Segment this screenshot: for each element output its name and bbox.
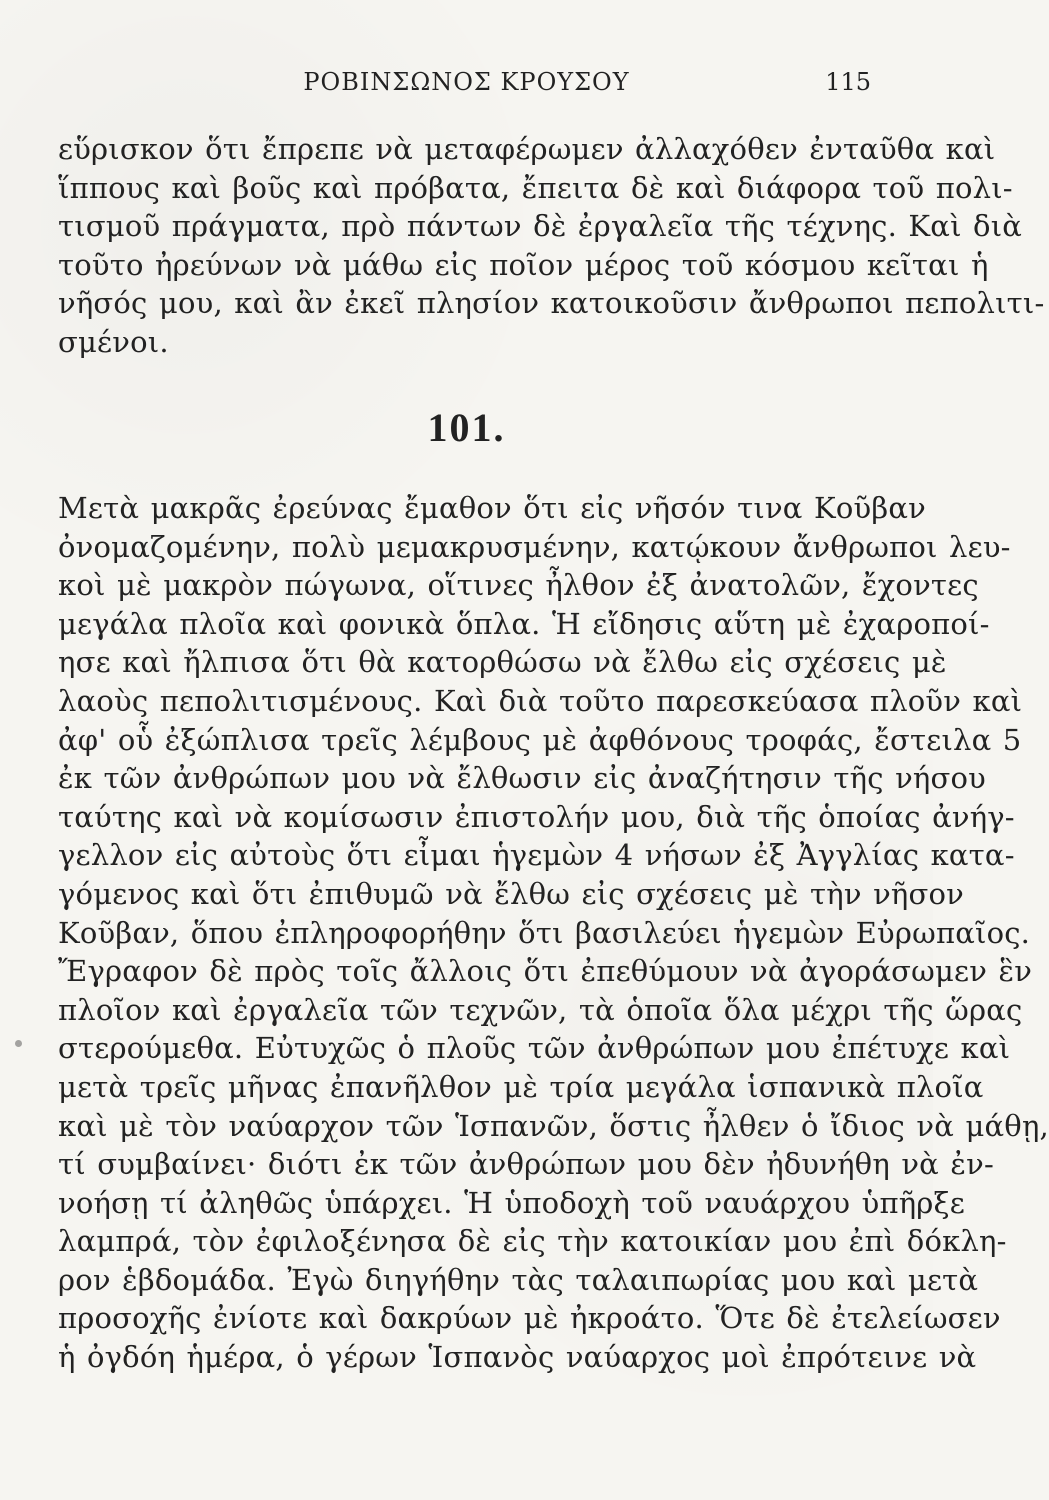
text-line: γελλον εἰς αὐτοὺς ὅτι εἶμαι ἡγεμὼν 4 νήσων ἐξ Ἀγγλίας κατα- xyxy=(58,838,1015,873)
running-title: ΡΟΒΙΝΣΩΝΟΣ ΚΡΟΥΣΟΥ xyxy=(303,68,630,96)
text-line: μετὰ τρεῖς μῆνας ἐπανῆλθον μὲ τρία μεγάλα ἱσπανικὰ πλοῖα xyxy=(58,1069,984,1104)
paragraph-2 xyxy=(58,489,1049,1377)
text-line: μεγάλα πλοῖα καὶ φονικὰ ὅπλα. Ἡ εἴδησις αὕτη μὲ ἐχαροποί- xyxy=(58,606,990,641)
text-line: νοήσῃ τί ἀληθῶς ὑπάρχει. Ἡ ὑποδοχὴ τοῦ ναυάρχου ὑπῆρξε xyxy=(58,1185,965,1220)
text-line: προσοχῆς ἐνίοτε καὶ δακρύων μὲ ἠκροάτο. Ὅτε δὲ ἐτελείωσεν xyxy=(58,1301,1001,1336)
text-line: τοῦτο ἠρεύνων νὰ μάθω εἰς ποῖον μέρος τοῦ κόσμου κεῖται ἡ xyxy=(58,247,989,282)
text-line: γόμενος καὶ ὅτι ἐπιθυμῶ νὰ ἔλθω εἰς σχέσεις μὲ τὴν νῆσον xyxy=(58,876,964,911)
text-line: ἀφ' οὗ ἐξώπλισα τρεῖς λέμβους μὲ ἀφθόνους τροφάς, ἔστειλα 5 xyxy=(58,722,1022,757)
text-line: ἡ ὀγδόη ἡμέρα, ὁ γέρων Ἱσπανὸς ναύαρχος μοὶ ἐπρότεινε νὰ xyxy=(58,1340,977,1375)
text-line: στερούμεθα. Εὐτυχῶς ὁ πλοῦς τῶν ἀνθρώπων μου ἐπέτυχε καὶ xyxy=(58,1031,1011,1066)
text-line: εὕρισκον ὅτι ἔπρεπε νὰ μεταφέρωμεν ἀλλαχόθεν ἐνταῦθα καὶ xyxy=(58,132,996,166)
text-line: σμένοι. xyxy=(58,324,169,359)
text-line: νῆσός μου, καὶ ἂν ἐκεῖ πλησίον κατοικοῦσιν ἄνθρωποι πεπολιτι- xyxy=(58,286,1045,321)
page-number: 115 xyxy=(825,68,871,96)
text-line: ησε καὶ ἤλπισα ὅτι θὰ κατορθώσω νὰ ἔλθω εἰς σχέσεις μὲ xyxy=(58,645,947,680)
page-header xyxy=(0,62,933,102)
text-line: ὀνομαζομένην, πολὺ μεμακρυσμένην, κατῴκουν ἄνθρωποι λευ- xyxy=(58,529,1011,564)
text-line: ρον ἑβδομάδα. Ἐγὼ διηγήθην τὰς ταλαιπωρίας μου καὶ μετὰ xyxy=(58,1262,979,1297)
text-line: Κοῦβαν, ὅπου ἐπληροφορήθην ὅτι βασιλεύει ἡγεμὼν Εὐρωπαῖος. xyxy=(58,915,1031,950)
text-line: κοὶ μὲ μακρὸν πώγωνα, οἵτινες ἦλθον ἐξ ἀνατολῶν, ἔχοντες xyxy=(58,568,979,603)
section-number: 101. xyxy=(427,405,506,450)
text-line: Μετὰ μακρᾶς ἐρεύνας ἔμαθον ὅτι εἰς νῆσόν τινα Κοῦβαν xyxy=(58,491,926,525)
text-line: ἐκ τῶν ἀνθρώπων μου νὰ ἔλθωσιν εἰς ἀναζήτησιν τῆς νήσου xyxy=(58,761,986,796)
margin-ink-dot xyxy=(15,1040,22,1047)
text-line: τισμοῦ πράγματα, πρὸ πάντων δὲ ἐργαλεῖα τῆς τέχνης. Καὶ διὰ xyxy=(58,209,1023,244)
text-line: Ἔγραφον δὲ πρὸς τοῖς ἄλλοις ὅτι ἐπεθύμουν νὰ ἀγοράσωμεν ἓν xyxy=(58,954,1033,989)
text-line: πλοῖον καὶ ἐργαλεῖα τῶν τεχνῶν, τὰ ὁποῖα ὅλα μέχρι τῆς ὥρας xyxy=(58,992,1023,1027)
paragraph-1 xyxy=(58,130,1045,362)
text-line: καὶ μὲ τὸν ναύαρχον τῶν Ἱσπανῶν, ὅστις ἦλθεν ὁ ἴδιος νὰ μάθῃ, xyxy=(58,1108,1049,1143)
text-line: λαμπρά, τὸν ἐφιλοξένησα δὲ εἰς τὴν κατοικίαν μου ἐπὶ δόκλη- xyxy=(58,1224,1007,1259)
text-line: τί συμβαίνει· διότι ἐκ τῶν ἀνθρώπων μου δὲν ἠδυνήθη νὰ ἐν- xyxy=(58,1147,994,1182)
text-line: λαοὺς πεπολιτισμένους. Καὶ διὰ τοῦτο παρεσκεύασα πλοῦν καὶ xyxy=(58,683,1023,718)
text-line: ἵππους καὶ βοῦς καὶ πρόβατα, ἔπειτα δὲ καὶ διάφορα τοῦ πολι- xyxy=(58,170,1013,205)
text-line: ταύτης καὶ νὰ κομίσωσιν ἐπιστολήν μου, διὰ τῆς ὁποίας ἀνήγ- xyxy=(58,799,1015,834)
